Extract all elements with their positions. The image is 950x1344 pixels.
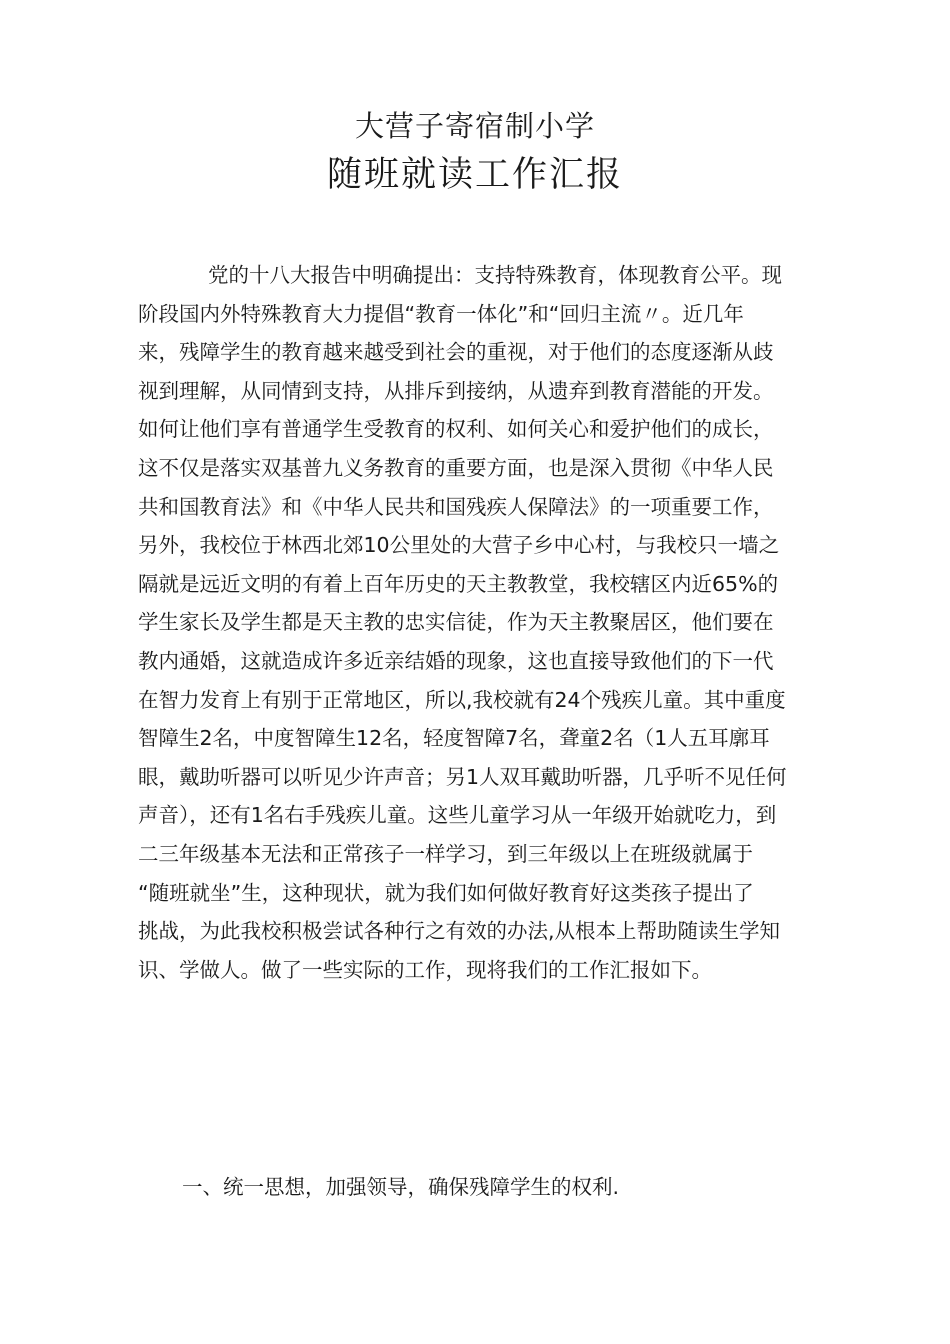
paragraph-line: 眼，戴助听器可以听见少许声音；另1人双耳戴助听器，几乎听不见任何 — [138, 764, 787, 789]
paragraph-line: 隔就是远近文明的有着上百年历史的天主教教堂，我校辖区内近65%的 — [138, 571, 779, 596]
paragraph-line: 来，残障学生的教育越来越受到社会的重视，对于他们的态度逐渐从歧 — [138, 340, 774, 365]
paragraph-line: 教内通婚，这就造成许多近亲结婚的现象，这也直接导致他们的下一代 — [138, 648, 774, 673]
paragraph-line: 阶段国内外特殊教育大力提倡“教育一体化”和“回归主流〃。近几年 — [138, 301, 744, 326]
paragraph-line: 在智力发育上有别于正常地区，所以,我校就有24个残疾儿童。其中重度 — [138, 687, 786, 712]
paragraph-line: 挑战，为此我校积极尝试各种行之有效的办法,从根本上帮助随读生学知 — [138, 919, 781, 944]
paragraph-line: 智障生2名，中度智障生12名，轻度智障7名，聋童2名（1人五耳廓耳 — [138, 726, 770, 751]
paragraph-line: 声音），还有1名右手残疾儿童。这些儿童学习从一年级开始就吃力，到 — [138, 803, 777, 828]
section-heading: 一、统一思想，加强领导，确保残障学生的权利. — [182, 1175, 620, 1199]
paragraph-line: 如何让他们享有普通学生受教育的权利、如何关心和爱护他们的成长， — [138, 417, 774, 442]
paragraph-line: 党的十八大报告中明确提出：支持特殊教育，体现教育公平。现 — [208, 263, 782, 287]
paragraph-line: “随班就坐”生，这种现状，就为我们如何做好教育好这类孩子提出了 — [138, 880, 754, 905]
paragraph-line: 共和国教育法》和《中华人民共和国残疾人保障法》的一项重要工作， — [138, 494, 774, 519]
title-block — [0, 104, 950, 202]
paragraph-line: 二三年级基本无法和正常孩子一样学习，到三年级以上在班级就属于 — [138, 841, 753, 866]
paragraph-line: 学生家长及学生都是天主教的忠实信徒，作为天主教聚居区，他们要在 — [138, 610, 774, 635]
paragraph-line: 这不仅是落实双基普九义务教育的重要方面，也是深入贯彻《中华人民 — [138, 455, 774, 480]
paragraph-line: 视到理解，从同情到支持，从排斥到接纳，从遗弃到教育潜能的开发。 — [138, 378, 774, 403]
paragraph-line: 识、学做人。做了一些实际的工作，现将我们的工作汇报如下。 — [138, 957, 712, 982]
paragraph-line: 另外，我校位于林西北郊10公里处的大营子乡中心村，与我校只一墙之 — [138, 533, 780, 558]
school-name-title: 大营子寄宿制小学 — [354, 109, 595, 143]
intro-paragraph — [138, 256, 828, 989]
report-title: 随班就读工作汇报 — [326, 155, 623, 195]
